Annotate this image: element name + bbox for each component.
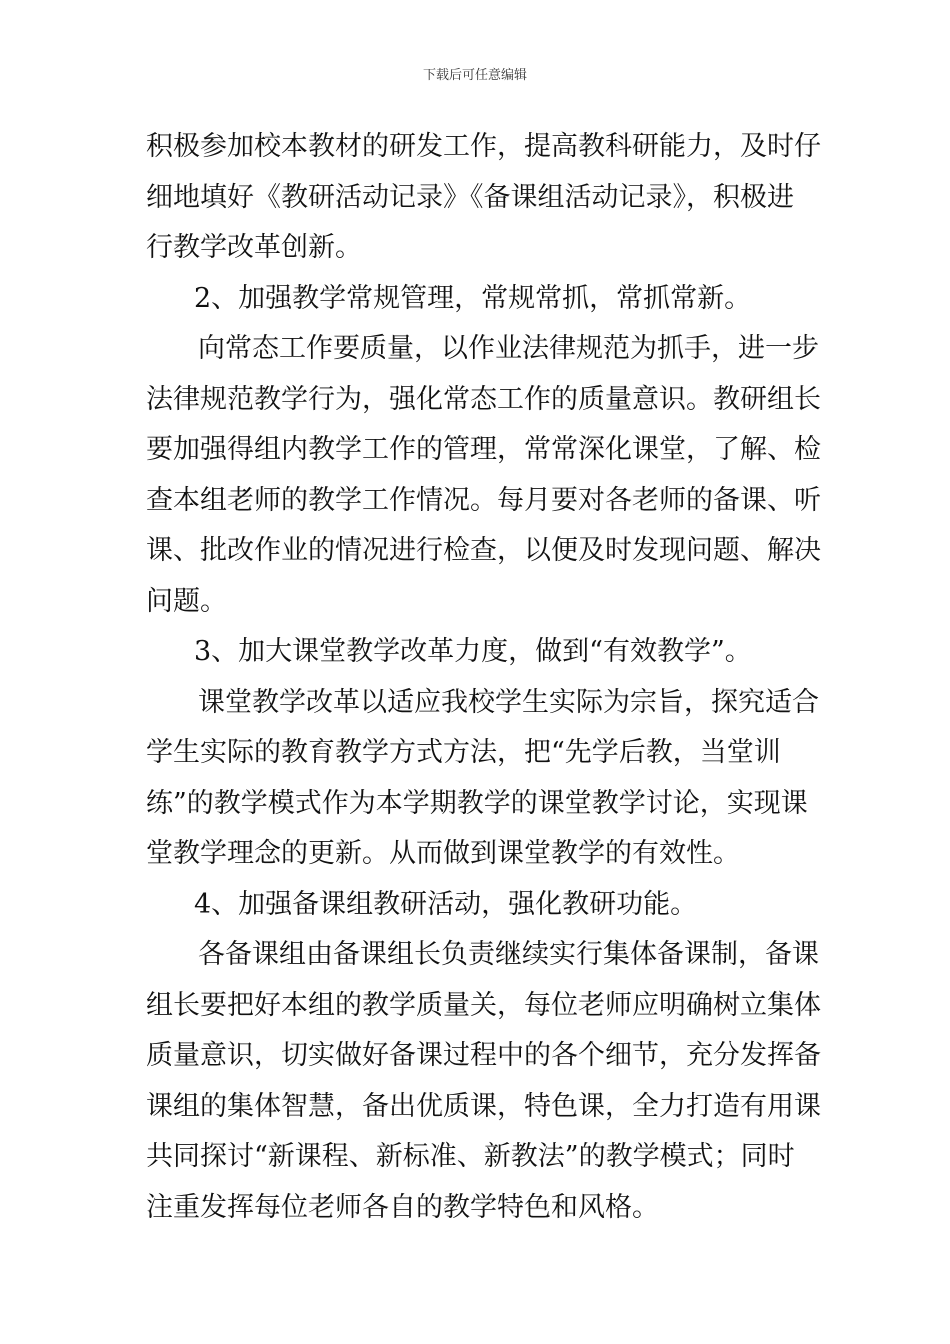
text-line: 课组的集体智慧，备出优质课，特色课，全力打造有用课 <box>146 1090 821 1122</box>
text-line: 积极参加校本教材的研发工作，提高教科研能力，及时仔 <box>146 131 821 162</box>
text-line: 课、批改作业的情况进行检查，以便及时发现问题、解决 <box>146 535 821 566</box>
text-line: 堂教学理念的更新。从而做到课堂教学的有效性。 <box>146 838 740 869</box>
document-body <box>146 122 821 1233</box>
text-line: 向常态工作要质量，以作业法律规范为抓手，进一步 <box>198 333 819 364</box>
text-line: 共同探讨“新课程、新标准、新教法”的教学模式；同时 <box>146 1141 795 1172</box>
text-line: 细地填好《教研活动记录》《备课组活动记录》，积极进 <box>146 181 794 213</box>
text-line: 课堂教学改革以适应我校学生实际为宗旨，探究适合 <box>198 686 819 718</box>
text-line: 注重发挥每位老师各自的教学特色和风格。 <box>146 1191 659 1223</box>
section-heading-2: 2、加强教学常规管理，常规常抓，常抓常新。 <box>194 282 752 314</box>
text-line: 查本组老师的教学工作情况。每月要对各老师的备课、听 <box>146 484 821 516</box>
text-line: 质量意识，切实做好备课过程中的各个细节，充分发挥备 <box>146 1040 821 1071</box>
text-line: 各备课组由备课组长负责继续实行集体备课制，备课 <box>198 939 819 970</box>
text-line: 法律规范教学行为，强化常态工作的质量意识。教研组长 <box>146 383 821 415</box>
page-header: 下载后可任意编辑 <box>422 68 527 83</box>
text-line: 要加强得组内教学工作的管理，常常深化课堂，了解、检 <box>146 434 821 465</box>
text-line: 练”的教学模式作为本学期教学的课堂教学讨论，实现课 <box>146 787 808 819</box>
section-heading-4: 4、加强备课组教研活动，强化教研功能。 <box>194 888 698 920</box>
text-line: 学生实际的教育教学方式方法，把“先学后教，当堂训 <box>146 737 781 768</box>
text-line: 组长要把好本组的教学质量关，每位老师应明确树立集体 <box>146 989 821 1021</box>
section-heading-3: 3、加大课堂教学改革力度，做到“有效教学”。 <box>194 636 752 667</box>
text-line: 问题。 <box>146 585 227 617</box>
text-line: 行教学改革创新。 <box>146 232 362 263</box>
